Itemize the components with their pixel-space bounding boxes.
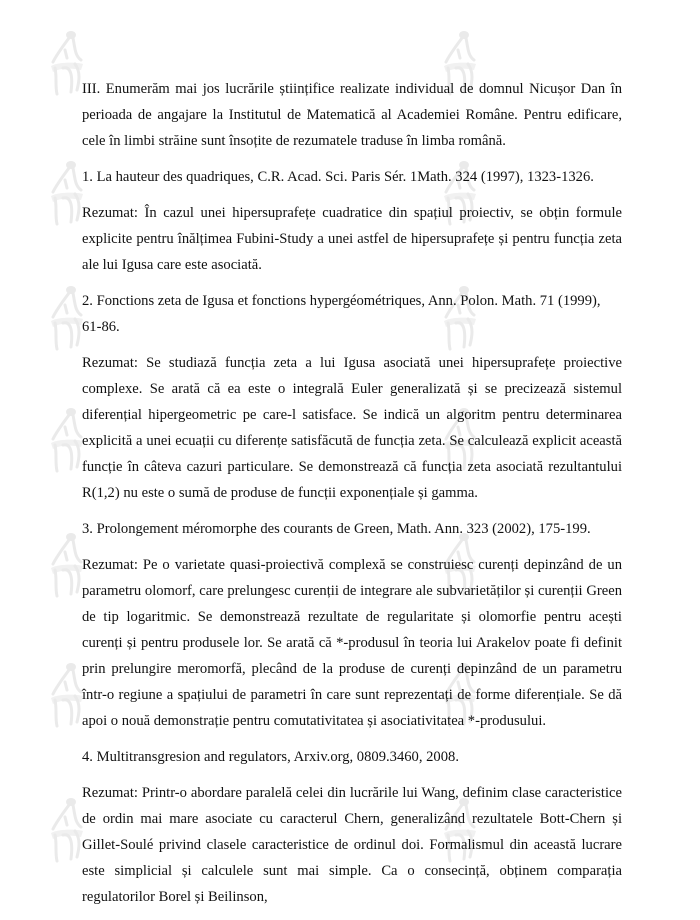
work-1-citation: 1. La hauteur des quadriques, C.R. Acad. Sci. Paris Sér. 1Math. 324 (1997), 1323-1326. [82, 169, 594, 185]
work-3-citation: 3. Prolongement méromorphe des courants de Green, Math. Ann. 323 (2002), 175-199. [82, 521, 591, 537]
work-2-summary: Rezumat: Se studiază funcția zeta a lui Igusa asociată unei hipersuprafețe proiective complexe. Se arată că ea este o integrală Euler generalizată și se precizează sistemul diferențial hipergeometric pe care-l satisface. Se indică un algoritm pentru determinarea explicită a unei ecuații cu diferențe satisfăcută de funcția zeta. Se calculează explicit această funcție în câteva cazuri particulare. Se demonstrează că funcția zeta asociată rezultantului R(1,2) nu este o sumă de produse de funcții exponențiale și gamma. [82, 355, 622, 501]
work-4-citation: 4. Multitransgresion and regulators, Arxiv.org, 0809.3460, 2008. [82, 749, 459, 765]
document-body [82, 76, 622, 920]
work-2-citation: 2. Fonctions zeta de Igusa et fonctions hypergéométriques, Ann. Polon. Math. 71 (1999), 61-86. [82, 293, 601, 335]
work-4-summary: Rezumat: Printr-o abordare paralelă celei din lucrările lui Wang, definim clase caracteristice de ordin mai mare asociate cu caracterul Chern, generalizând rezultatele Bott-Chern și Gillet-Soulé privind clasele caracteristice de ordinul doi. Formalismul din această lucrare este simplicial și calculele sunt mai simple. Ca o consecință, obținem comparația regulatorilor Borel și Beilinson, [82, 785, 622, 905]
work-1-summary: Rezumat: În cazul unei hipersuprafețe cuadratice din spațiul proiectiv, se obțin formule explicite pentru înălțimea Fubini-Study a unei astfel de hipersuprafețe și pentru funcția zeta ale lui Igusa care este asociată. [82, 205, 622, 273]
work-3-summary: Rezumat: Pe o varietate quasi-proiectivă complexă se construiesc curenți depinzând de un parametru olomorf, care prelungesc curenții de integrare ale subvarietăților și curenții Green de tip logaritmic. Se demonstrează rezultate de regularitate și olomorfie pentru acești curenți și pentru produsele lor. Se arată că *-produsul în teoria lui Arakelov poate fi definit prin prelungire meromorfă, plecând de la produse de curenți depinzând de un parametru într-o regiune a spațiului de parametri în care sunt reprezentați de forme diferențiale. Se dă apoi o nouă demonstrație pentru comutativitatea și asociativitatea *-produsului. [82, 557, 622, 729]
intro-paragraph: III. Enumerăm mai jos lucrările științifice realizate individual de domnul Nicușor Dan în perioada de angajare la Institutul de Matematică al Academiei Române. Pentru edificare, cele în limbi străine sunt însoțite de rezumatele traduse în limba română. [82, 81, 622, 149]
